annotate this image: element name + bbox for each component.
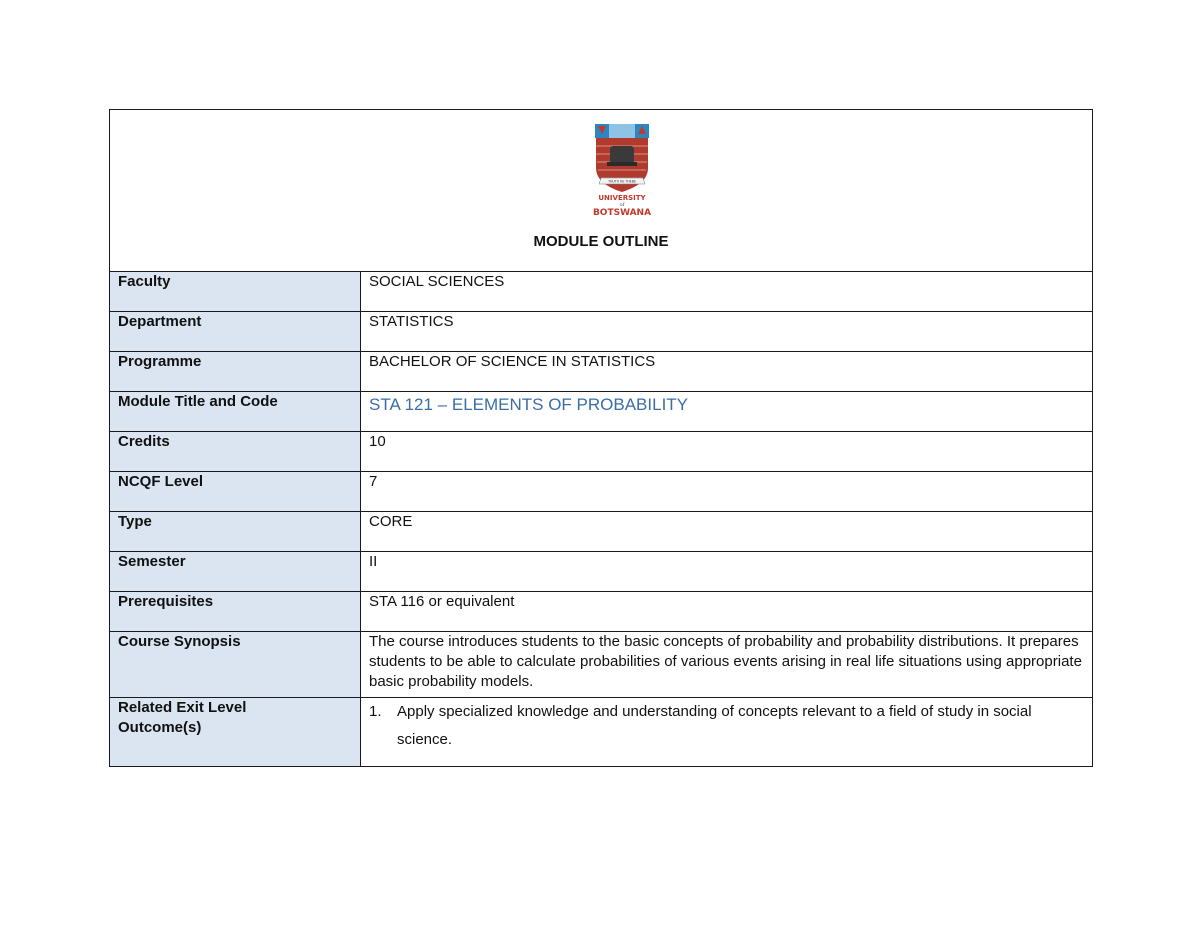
semester-label: Semester [110,552,361,592]
programme-value: BACHELOR OF SCIENCE IN STATISTICS [361,352,1093,392]
faculty-label: Faculty [110,272,361,312]
logo-line-2: of [619,202,625,208]
programme-label: Programme [110,352,361,392]
synopsis-value: The course introduces students to the basic concepts of probability and probability distributions. It prepares students to be able to calculate probabilities of various events arising in real life situations using appropriate basic probability models. [361,632,1093,698]
outcome-number: 1. [369,703,382,720]
ncqf-label: NCQF Level [110,472,361,512]
department-value: STATISTICS [361,312,1093,352]
table-row [110,632,1093,698]
exit-label-line-1: Related Exit Level [118,699,247,716]
type-label: Type [110,512,361,552]
table-row [110,392,1093,432]
synopsis-label: Course Synopsis [110,632,361,698]
table-row [110,472,1093,512]
credits-value: 10 [361,432,1093,472]
type-value: CORE [361,512,1093,552]
header-row [110,110,1093,272]
header-cell [110,110,1093,272]
outcome-text: Apply specialized knowledge and understanding of concepts relevant to a field of study in social science. [397,703,1032,748]
exit-outcome-value [361,698,1093,767]
logo-motto: THUTO KE THEBE [608,179,636,184]
table-row [110,592,1093,632]
table-row [110,552,1093,592]
faculty-value: SOCIAL SCIENCES [361,272,1093,312]
module-title-code: STA 121 – ELEMENTS OF PROBABILITY [369,395,689,414]
exit-label-line-2: Outcome(s) [118,719,202,736]
table-row [110,432,1093,472]
university-logo [563,116,681,222]
university-crest-icon [563,116,681,222]
logo-line-1: UNIVERSITY [598,194,646,202]
table-row [110,272,1093,312]
department-label: Department [110,312,361,352]
credits-label: Credits [110,432,361,472]
table-row [110,352,1093,392]
prerequisites-label: Prerequisites [110,592,361,632]
module-outline-table [109,109,1093,767]
list-item [369,698,1084,754]
module-label: Module Title and Code [110,392,361,432]
ncqf-value: 7 [361,472,1093,512]
prerequisites-value: STA 116 or equivalent [361,592,1093,632]
table-row [110,698,1093,767]
module-value-cell [361,392,1093,432]
semester-value: II [361,552,1093,592]
table-row [110,312,1093,352]
page-title: MODULE OUTLINE [533,233,669,250]
exit-outcome-label [110,698,361,767]
logo-line-3: BOTSWANA [592,208,652,218]
table-row [110,512,1093,552]
